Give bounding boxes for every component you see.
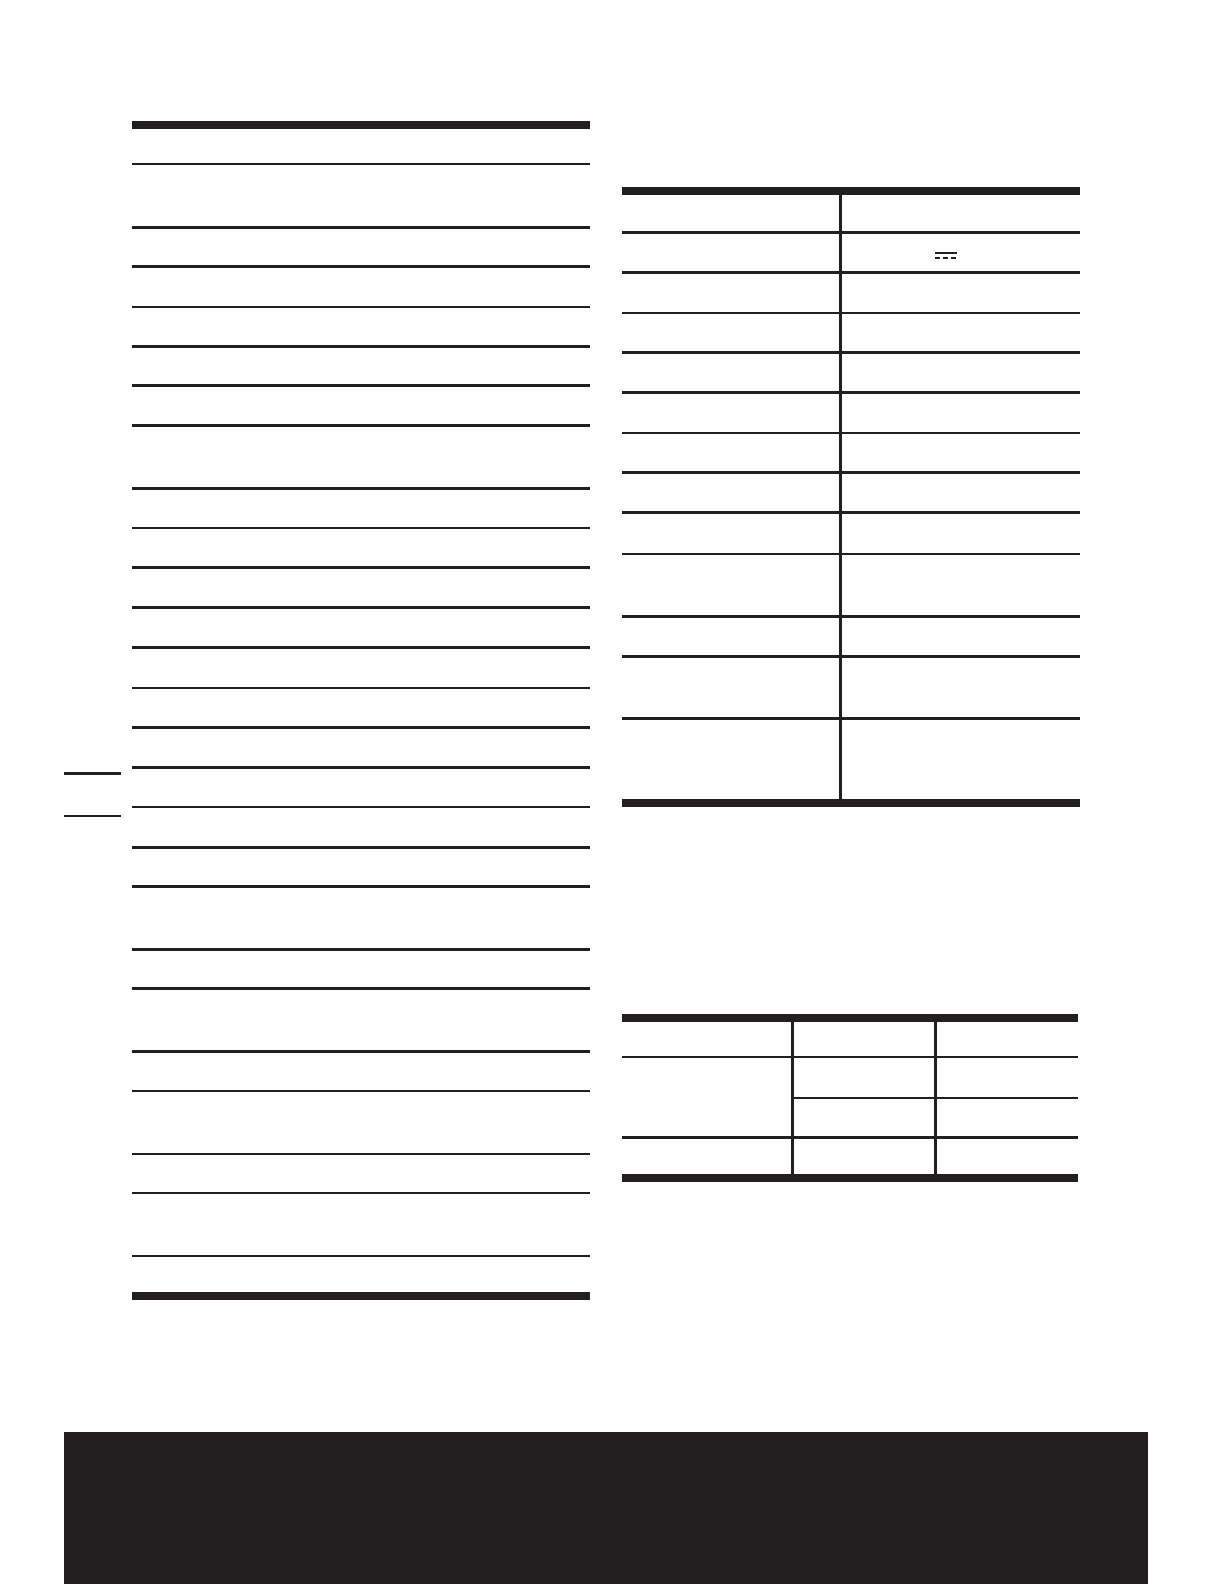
parts-list-row-divider [132,646,590,649]
small-table-row-divider [622,1136,1078,1139]
parts-list-row-divider [132,566,590,569]
parts-list-row-divider [132,384,590,387]
parts-list-row-divider [132,163,590,165]
parts-list-row-divider [132,226,590,229]
small-table-column-divider [791,1014,794,1176]
specifications-table [622,187,1080,809]
parts-list-row-divider [132,1090,590,1092]
margin-marks [64,0,121,1400]
spec-table-row-divider [622,717,1080,720]
parts-list-row-divider [132,424,590,427]
spec-table-bottom-rule [622,799,1080,807]
parts-list-row-divider [132,527,590,529]
parts-list-row-divider [132,987,590,990]
small-table-top-rule [622,1014,1078,1022]
spec-table-top-rule [622,187,1080,195]
margin-mark [64,772,121,775]
parts-list-row-divider [132,1050,590,1053]
parts-list-bottom-rule [132,1292,590,1300]
spec-table-row-divider [622,231,1080,234]
margin-mark [64,815,121,817]
parts-list-row-divider [132,687,590,689]
parts-list-row-divider [132,846,590,849]
parts-list-row-divider [132,1153,590,1155]
parts-list-row-divider [132,345,590,348]
spec-table-row-divider [622,391,1080,394]
spec-table-row-divider [622,655,1080,658]
spec-table-column-divider [839,187,842,801]
parts-list [132,0,590,1400]
parts-list-row-divider [132,265,590,268]
spec-table-row-divider [622,271,1080,274]
spec-table-row-divider [622,312,1080,314]
accessory-table [622,1014,1078,1184]
parts-list-row-divider [132,948,590,951]
dc-current-icon [935,250,957,262]
spec-table-row-divider [622,553,1080,555]
footer-band [64,1432,1148,1584]
spec-table-row-divider [622,511,1080,514]
parts-list-row-divider [132,1192,590,1194]
parts-list-row-divider [132,606,590,609]
parts-list-row-divider [132,766,590,769]
parts-list-top-rule [132,121,590,129]
small-table-row-divider [622,1056,1078,1058]
spec-table-row-divider [622,432,1080,434]
small-table-bottom-rule [622,1174,1078,1182]
spec-table-row-divider [622,615,1080,618]
parts-list-row-divider [132,306,590,308]
parts-list-row-divider [132,1255,590,1257]
parts-list-row-divider [132,806,590,808]
parts-list-row-divider [132,885,590,888]
small-table-column-divider [934,1014,937,1176]
spec-table-row-divider [622,471,1080,474]
parts-list-row-divider [132,487,590,490]
parts-list-row-divider [132,726,590,729]
spec-table-row-divider [622,351,1080,354]
